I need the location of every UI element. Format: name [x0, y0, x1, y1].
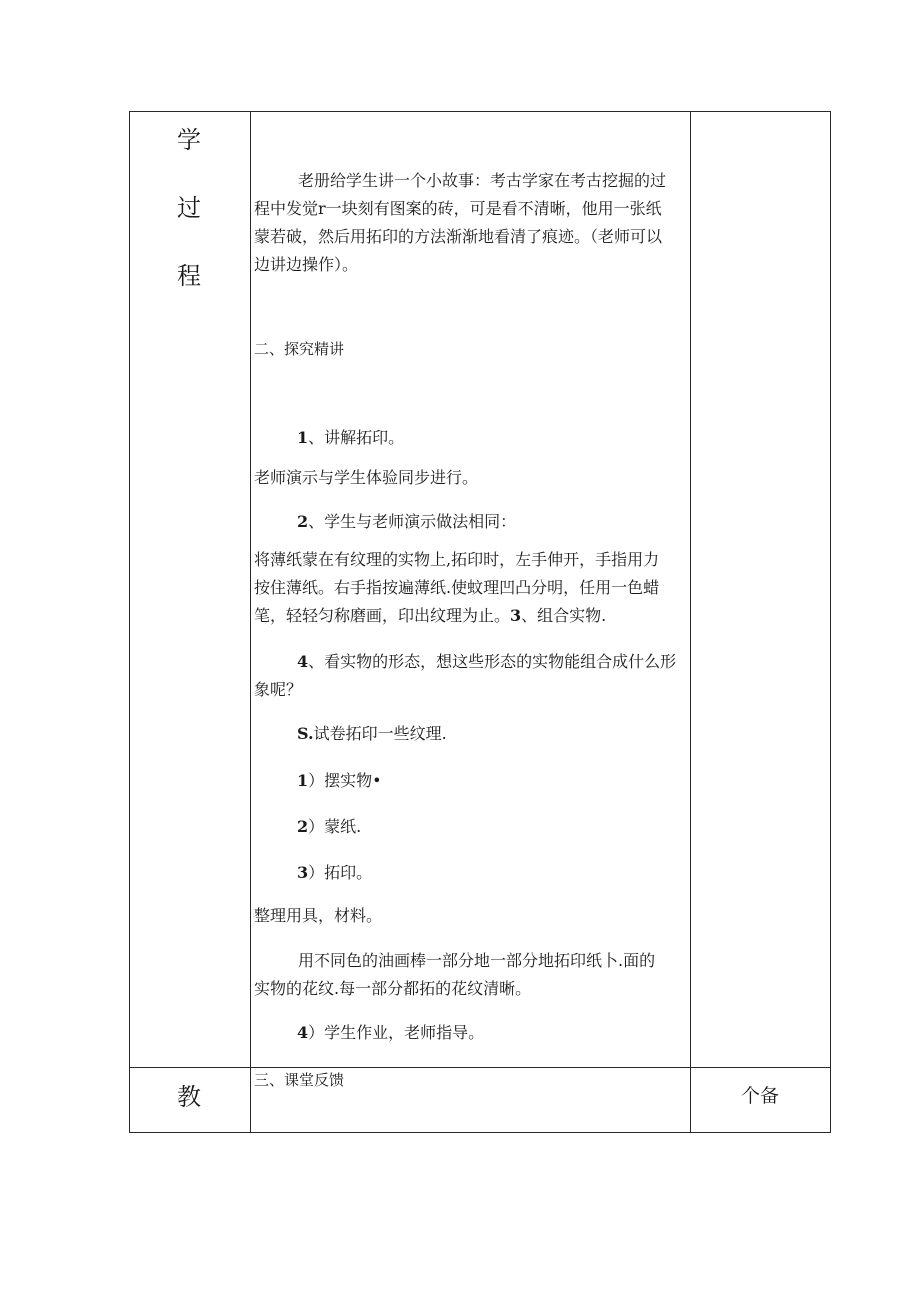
crayon-line-1: 用不同色的油画棒一部分地一部分地拓印纸卜.面的	[298, 951, 656, 970]
table-col-divider-2	[690, 111, 691, 1133]
item-2-text: 、学生与老师演示做法相同：	[308, 512, 517, 531]
item-1-text: 、讲解拓印。	[308, 428, 405, 447]
steps-line-3-text: 笔，轻轻匀称磨画，印出纹理为止。	[254, 606, 511, 625]
sub-step-3-text: ）拓印。	[308, 863, 373, 882]
item-3-number: 3	[510, 606, 522, 625]
sub-step-3-number: 3	[297, 863, 309, 882]
sub-step-2-text: ）蒙纸.	[308, 817, 362, 836]
story-line-4: 边讲边操作）。	[254, 255, 359, 274]
item-5-number: S.	[297, 724, 314, 743]
side-label-char-3: 程	[177, 262, 201, 290]
item-4-line-1	[297, 652, 676, 672]
sub-step-1-number: 1	[297, 771, 309, 790]
crayon-line-2: 实物的花纹.每一部分都拓的花纹清晰。	[254, 979, 532, 998]
steps-line-1: 将薄纸蒙在有纹理的实物上,拓印时，左手伸开，手指用力	[254, 550, 660, 569]
item-5	[297, 724, 447, 744]
item-2	[297, 512, 516, 532]
bottom-left-label: 教	[177, 1083, 201, 1111]
bottom-right-label: 个备	[741, 1085, 780, 1107]
story-line-3: 蒙若破，然后用拓印的方法渐渐地看清了痕迹。（老师可以	[254, 227, 663, 246]
story-line-1: 老册给学生讲一个小故事：考古学家在考古挖掘的过	[298, 171, 667, 190]
steps-line-3	[254, 606, 606, 626]
table-top-border	[129, 111, 831, 112]
item-3-text: 、组合实物.	[521, 606, 607, 625]
demo-line: 老师演示与学生体验同步进行。	[254, 468, 479, 487]
item-4-line-2: 象呢？	[254, 680, 303, 699]
item-5-text: 试卷拓印一些纹理.	[313, 724, 447, 743]
sub-step-2	[297, 817, 361, 837]
side-label-char-2: 过	[177, 194, 201, 222]
steps-line-2: 按住薄纸。右手指按遍薄纸.使蚊理凹凸分明，任用一色蜡	[254, 578, 660, 597]
sub-step-1	[297, 771, 382, 791]
item-4-number: 4	[297, 652, 309, 671]
tidy-line: 整理用具，材料。	[254, 906, 383, 925]
item-1-number: 1	[297, 428, 309, 447]
table-bottom-border	[129, 1132, 831, 1133]
table-right-border	[830, 111, 831, 1133]
item-1	[297, 428, 404, 448]
side-label-char-1: 学	[177, 126, 201, 154]
sub-step-4-text: ）学生作业，老师指导。	[308, 1023, 485, 1042]
sub-step-4-number: 4	[297, 1023, 309, 1042]
table-left-border	[129, 111, 130, 1133]
table-row-divider	[129, 1067, 831, 1068]
item-4-text: 、看实物的形态，想这些形态的实物能组合成什么形	[308, 652, 677, 671]
story-line-2: 程中发觉r一块刻有图案的砖，可是看不清晰，他用一张纸	[254, 199, 662, 218]
section2-heading: 二、探究精讲	[254, 340, 345, 358]
item-2-number: 2	[297, 512, 309, 531]
sub-step-4	[297, 1023, 484, 1043]
sub-step-1-text: ）摆实物•	[308, 771, 382, 790]
sub-step-3	[297, 863, 372, 883]
section3-heading: 三、课堂反馈	[254, 1071, 345, 1089]
table-col-divider-1	[250, 111, 251, 1133]
sub-step-2-number: 2	[297, 817, 309, 836]
